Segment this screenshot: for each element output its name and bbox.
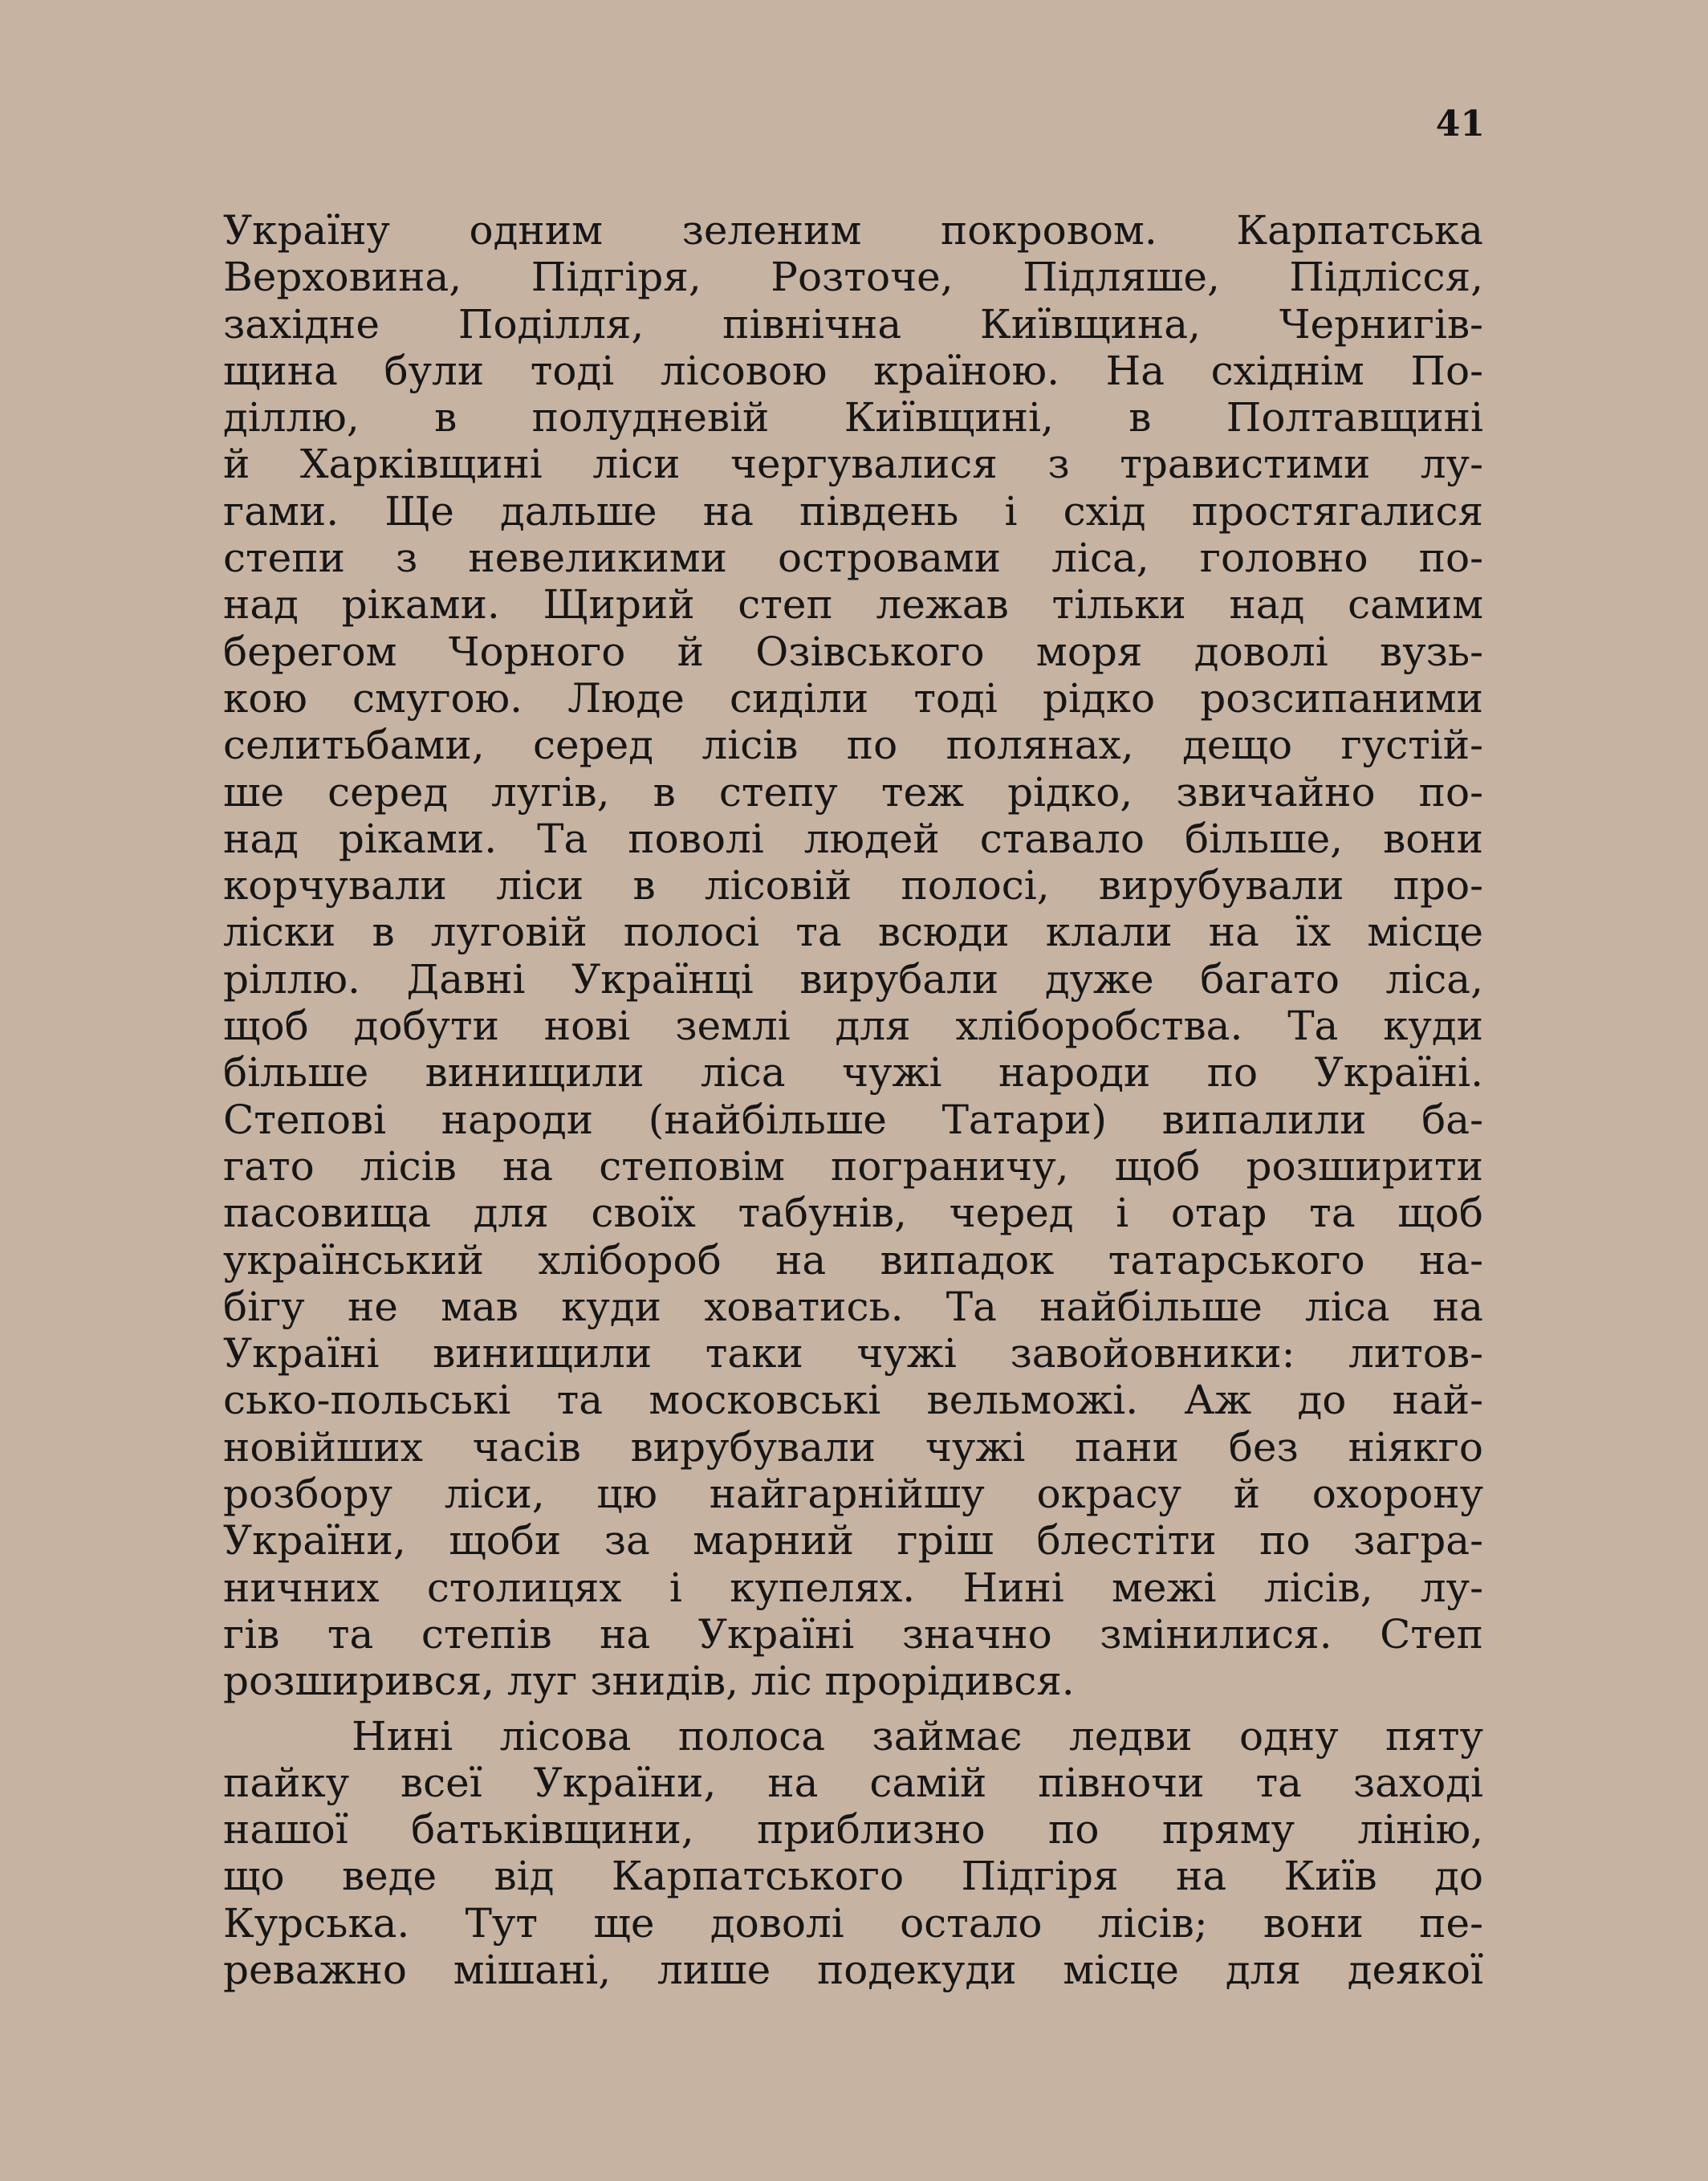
text-line: український хлібороб на випадок татарського на-	[223, 1236, 1483, 1284]
text-line: бігу не мав куди ховатись. Та найбільше ліса на	[223, 1283, 1483, 1330]
paragraph-gap	[223, 1705, 1483, 1713]
text-line: Україну одним зеленим покровом. Карпатська	[223, 207, 1483, 254]
text-line: Нині лісова полоса займає ледви одну пяту	[352, 1712, 1483, 1760]
text-line: над ріками. Щирий степ лежав тільки над самим	[223, 581, 1483, 629]
text-line: ничних столицях і купелях. Нині межі лісів, лу-	[223, 1564, 1483, 1611]
text-line: Курська. Тут ще доволі остало лісів; вони пе-	[223, 1899, 1483, 1947]
text-line: щоб добути нові землі для хліборобства. Та куди	[223, 1003, 1483, 1050]
paragraph-1	[223, 207, 1483, 1705]
text-line: розбору ліси, цю найгарнійшу окрасу й охорону	[223, 1471, 1483, 1518]
text-line: щина були тоді лісовою країною. На східнім По-	[223, 347, 1483, 394]
text-line: степи з невеликими островами ліса, головно по-	[223, 535, 1483, 582]
text-line: ріллю. Давні Українці вирубали дуже багато ліса,	[223, 955, 1483, 1003]
text-line: селитьбами, серед лісів по полянах, дещо густій-	[223, 722, 1483, 769]
text-line: діллю, в полудневій Київщині, в Полтавщині	[223, 394, 1483, 441]
text-line: сько-польські та московські вельможі. Аж до най-	[223, 1377, 1483, 1424]
text-line: Верховина, Підгіря, Розточе, Підляше, Підлісся,	[223, 254, 1483, 301]
text-line: України, щоби за марний гріш блестіти по загра-	[223, 1517, 1483, 1565]
text-line: західне Поділля, північна Київщина, Чернигів-	[223, 300, 1483, 348]
text-line: розширився, луг знидів, ліс прорідився.	[223, 1658, 1075, 1705]
text-line: Україні винищили таки чужі завойовники: литов-	[223, 1330, 1483, 1377]
text-line: що веде від Карпатського Підгіря на Київ до	[223, 1853, 1483, 1900]
text-line: нашої батьківщини, приблизно по пряму лінію,	[223, 1806, 1483, 1853]
text-line: гами. Ще дальше на південь і схід простягалися	[223, 487, 1483, 535]
text-line: гато лісів на степовім пограничу, щоб розширити	[223, 1142, 1483, 1190]
text-line: ше серед лугів, в степу теж рідко, звичайно по-	[223, 768, 1483, 816]
body-text	[223, 207, 1483, 1993]
text-line: пасовища для своїх табунів, черед і отар та щоб	[223, 1190, 1483, 1237]
text-line: пайку всеї України, на самій півночи та заході	[223, 1759, 1483, 1806]
text-line: більше винищили ліса чужі народи по Україні.	[223, 1049, 1483, 1097]
text-line: гів та степів на Україні значно змінилися. Степ	[223, 1610, 1483, 1658]
text-line: новійших часів вирубували чужі пани без ніякго	[223, 1423, 1483, 1471]
text-line: й Харківщині ліси чергувалися з травистими лу-	[223, 441, 1483, 488]
text-line: ліски в луговій полосі та всюди клали на їх місце	[223, 909, 1483, 956]
text-line: кою смугою. Люде сиділи тоді рідко розсипаними	[223, 674, 1483, 722]
text-line: над ріками. Та поволі людей ставало більше, вони	[223, 815, 1483, 862]
text-line: корчували ліси в лісовій полосі, вирубували про-	[223, 862, 1483, 909]
text-line: берегом Чорного й Озівського моря доволі вузь-	[223, 628, 1483, 675]
text-line: реважно мішані, лише подекуди місце для деякої	[223, 1946, 1483, 1993]
paragraph-2	[223, 1713, 1483, 1994]
text-line: Степові народи (найбільше Татари) випалили ба-	[223, 1096, 1483, 1143]
page-number: 41	[1435, 104, 1485, 144]
